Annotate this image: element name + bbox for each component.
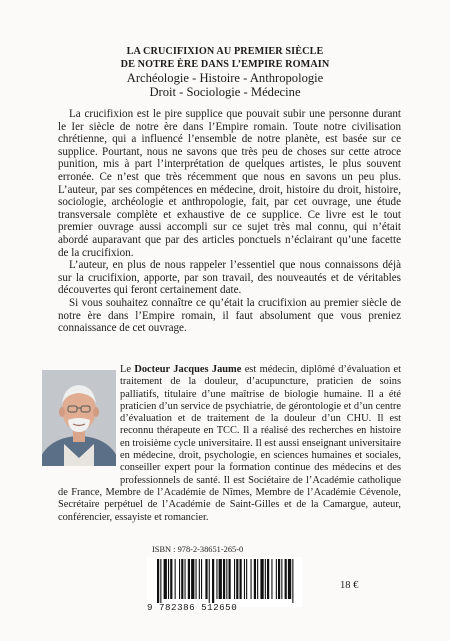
summary-paragraph-3: Si vous souhaitez connaître ce qu’était la crucifixion au premier siècle de notre ère dans l’Empire romain, il faut absolument que vous preniez connaissance de cet ouvrage.: [58, 296, 401, 335]
book-title-line-2: DE NOTRE ÈRE DANS L’EMPIRE ROMAIN: [120, 58, 330, 70]
barcode-bars: [147, 557, 302, 603]
barcode-digits: 9 782386 512650: [147, 602, 238, 613]
author-portrait-image: [42, 370, 116, 466]
summary-paragraph-1: La crucifixion est le pire supplice que pouvait subir une personne durant le Ier siècle de notre ère dans l’Empire romain. Toute notre civilisation chrétienne, qui a influencé l’ensemble de notre planète, est basée sur ce supplice. Pourtant, nous ne savons que très peu de choses sur cette atroce punition, mis à part l’interprétation de quelques artistes, le plus souvent erronée. Ce n’est que très récemment que nous en savons un peu plus. L’auteur, par ses compétences en médecine, droit, histoire du droit, histoire, sociologie, archéologie et anthropologie, fait, par cet ouvrage, une étude transversale complète et exhaustive de ce supplice. Ce livre est le tout premier ouvrage aussi accompli sur ce sujet très mal connu, qui n’était abordé auparavant que par des articles ponctuels n’éclairant qu’une facette de la crucifixion.: [58, 108, 401, 259]
barcode: [147, 557, 302, 607]
subtitle-line-1: Archéologie - Histoire - Anthropologie: [126, 71, 324, 85]
isbn: ISBN : 978-2-38651-265-0: [152, 545, 244, 554]
summary-text: [58, 108, 401, 335]
subtitle-line-2: Droit - Sociologie - Médecine: [149, 85, 301, 100]
bio-text: est médecin, diplômé d’évaluation et traitement de la douleur, d’acupuncture, praticien de soins palliatifs, titulaire d’une maîtrise de biologie humaine. Il a été praticien d’un service de psychiatrie, de gérontologie et d’un centre d’évaluation et de traitement de la douleur d’un CHU. Il est reconnu thérapeute en TCC. Il a réalisé des recherches en histoire en troisième cycle universitaire. Il est aussi enseignant universitaire en médecine, droit, psychologie, en sciences humaines et sociales, conseiller expert pour la formation continue des médecins et des professionnels de santé. Il est Sociétaire de l’Académie catholique de France, Membre de l’Académie de Nîmes, Membre de l’Académie Cévenole, Secrétaire perpétuel de l’Académie de Saint-Gilles et de la Camargue, auteur, conférencier, essayiste et romancier.: [58, 364, 402, 523]
bio-prefix: Le: [120, 364, 135, 375]
author-name: Docteur Jacques Jaume: [134, 364, 242, 375]
summary-paragraph-2: L’auteur, en plus de nous rappeler l’essentiel que nous connaissons déjà sur la crucifixion, apporte, par son travail, des nouveautés et de véritables découvertes qui feront certainement date.: [58, 259, 401, 297]
author-photo: [42, 370, 116, 466]
price: 18 €: [340, 580, 359, 591]
book-title-line-1: LA CRUCIFIXION AU PREMIER SIÈCLE: [126, 46, 324, 57]
title-block: [0, 46, 450, 100]
